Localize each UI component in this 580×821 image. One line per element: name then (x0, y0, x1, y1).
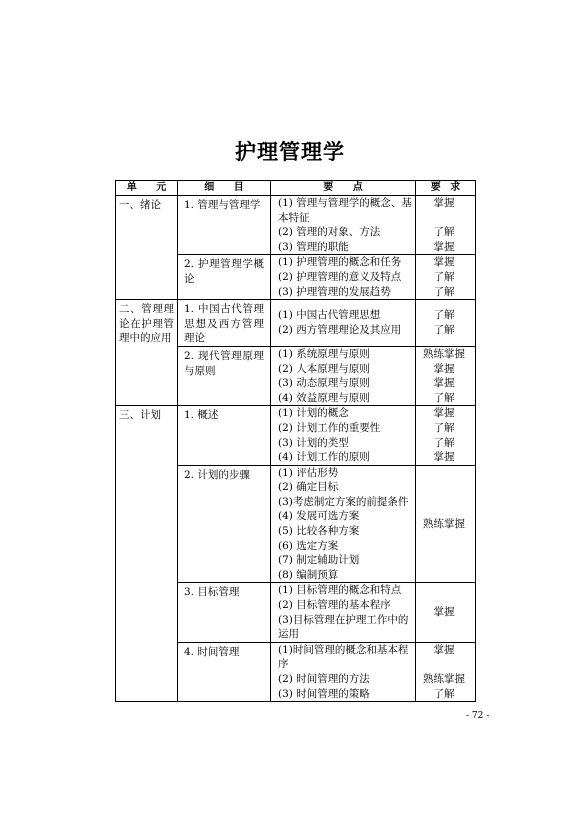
point-item: (3)考虑制定方案的前提条件 (278, 495, 409, 508)
points-cell (271, 346, 416, 405)
requirement-item: 了解 (433, 324, 455, 337)
point-item: (1)时间管理的概念和基本程序 (278, 643, 409, 671)
page-number: - 72 - (466, 711, 490, 721)
requirement-item: 掌握 (433, 451, 455, 464)
points-cell (271, 300, 416, 347)
point-item: (2) 目标管理的基本程序 (278, 599, 391, 612)
points-cell (271, 255, 416, 300)
requirement-cell (416, 255, 476, 300)
requirement-item: 了解 (433, 421, 455, 434)
point-item: (3) 时间管理的策略 (278, 687, 370, 700)
topic-cell: 2. 护理管理学概论 (178, 255, 271, 300)
table-row (116, 196, 476, 255)
point-item: (2) 人本原理与原则 (278, 362, 370, 375)
requirement-item: 熟练掌握 (423, 517, 465, 530)
point-item: (1) 目标管理的概念和特点 (278, 584, 402, 597)
point-item: (1) 系统原理与原则 (278, 347, 370, 360)
points-cell (271, 583, 416, 642)
topic-cell: 1. 管理与管理学 (178, 196, 271, 255)
point-item: (1) 中国古代管理思想 (278, 309, 381, 322)
requirement-item: 熟练掌握 (423, 673, 465, 685)
topic-cell: 3. 目标管理 (178, 583, 271, 642)
points-cell (271, 406, 416, 465)
point-item: (3) 管理的职能 (278, 240, 349, 253)
topic-cell: 1. 概述 (178, 406, 271, 465)
point-item: (1) 管理与管理学的概念、基本特征 (278, 197, 412, 224)
requirement-cell (416, 346, 476, 405)
point-item: (2) 时间管理的方法 (278, 673, 370, 685)
requirement-item: 熟练掌握 (423, 347, 465, 360)
table-header (116, 181, 476, 196)
requirement-item: 掌握 (433, 377, 455, 390)
header-item: 细 目 (178, 181, 271, 196)
points-cell (271, 196, 416, 255)
topic-cell: 4. 时间管理 (178, 642, 271, 701)
syllabus-table (115, 180, 476, 702)
requirement-item: 掌握 (433, 643, 455, 656)
point-item: (2) 计划工作的重要性 (278, 421, 381, 434)
points-cell (271, 465, 416, 583)
requirement-item: 掌握 (433, 197, 455, 209)
header-points: 要 点 (271, 181, 416, 196)
unit-cell: 二、管理理论在护理管理中的应用 (116, 300, 178, 406)
topic-cell: 2. 计划的步骤 (178, 465, 271, 583)
requirement-cell (416, 300, 476, 347)
point-item: (1) 评估形势 (278, 466, 339, 479)
header-requirement: 要 求 (416, 181, 476, 196)
point-item: (8) 编制预算 (278, 568, 339, 581)
point-item: (3) 计划的类型 (278, 436, 349, 449)
requirement-item: 了解 (433, 226, 455, 239)
requirement-item: 了解 (433, 285, 455, 298)
points-cell (271, 642, 416, 701)
page-title: 护理管理学 (235, 140, 345, 164)
point-item: (1) 护理管理的概念和任务 (278, 256, 402, 269)
point-item: (7) 制定辅助计划 (278, 554, 360, 567)
topic-cell: 1. 中国古代管理思想及西方管理理论 (178, 300, 271, 347)
requirement-item: 掌握 (433, 240, 455, 253)
point-item: (4) 效益原理与原则 (278, 391, 370, 404)
requirement-item: 掌握 (433, 407, 455, 420)
requirement-item: 掌握 (433, 256, 455, 269)
requirement-cell (416, 465, 476, 583)
requirement-cell (416, 196, 476, 255)
requirement-item: 了解 (433, 309, 455, 322)
unit-cell: 三、计划 (116, 406, 178, 702)
unit-cell: 一、绪论 (116, 196, 178, 300)
point-item: (3)目标管理在护理工作中的运用 (278, 613, 409, 641)
point-item: (4) 发展可选方案 (278, 510, 360, 523)
requirement-cell (416, 406, 476, 465)
point-item: (2) 西方管理理论及其应用 (278, 324, 402, 337)
requirement-cell (416, 642, 476, 701)
point-item: (1) 计划的概念 (278, 407, 349, 420)
point-item: (3) 动态原理与原则 (278, 377, 370, 390)
requirement-item: 了解 (433, 436, 455, 449)
table-row (116, 300, 476, 347)
point-item: (2) 管理的对象、方法 (278, 226, 381, 239)
point-item: (2) 护理管理的意义及特点 (278, 270, 402, 283)
requirement-item: 掌握 (433, 606, 455, 619)
point-item: (3) 护理管理的发展趋势 (278, 285, 391, 298)
point-item: (4) 计划工作的原则 (278, 451, 370, 464)
table-row (116, 406, 476, 465)
requirement-item: 掌握 (433, 362, 455, 375)
requirement-item: 了解 (433, 687, 455, 700)
point-item: (6) 选定方案 (278, 539, 339, 552)
requirement-item: 了解 (433, 391, 455, 404)
topic-cell: 2. 现代管理原理与原则 (178, 346, 271, 405)
point-item: (2) 确定目标 (278, 481, 339, 494)
header-row (116, 181, 476, 196)
header-unit: 单 元 (116, 181, 178, 196)
table-body (116, 196, 476, 702)
point-item: (5) 比较各种方案 (278, 525, 360, 538)
requirement-cell (416, 583, 476, 642)
requirement-item: 了解 (433, 270, 455, 283)
